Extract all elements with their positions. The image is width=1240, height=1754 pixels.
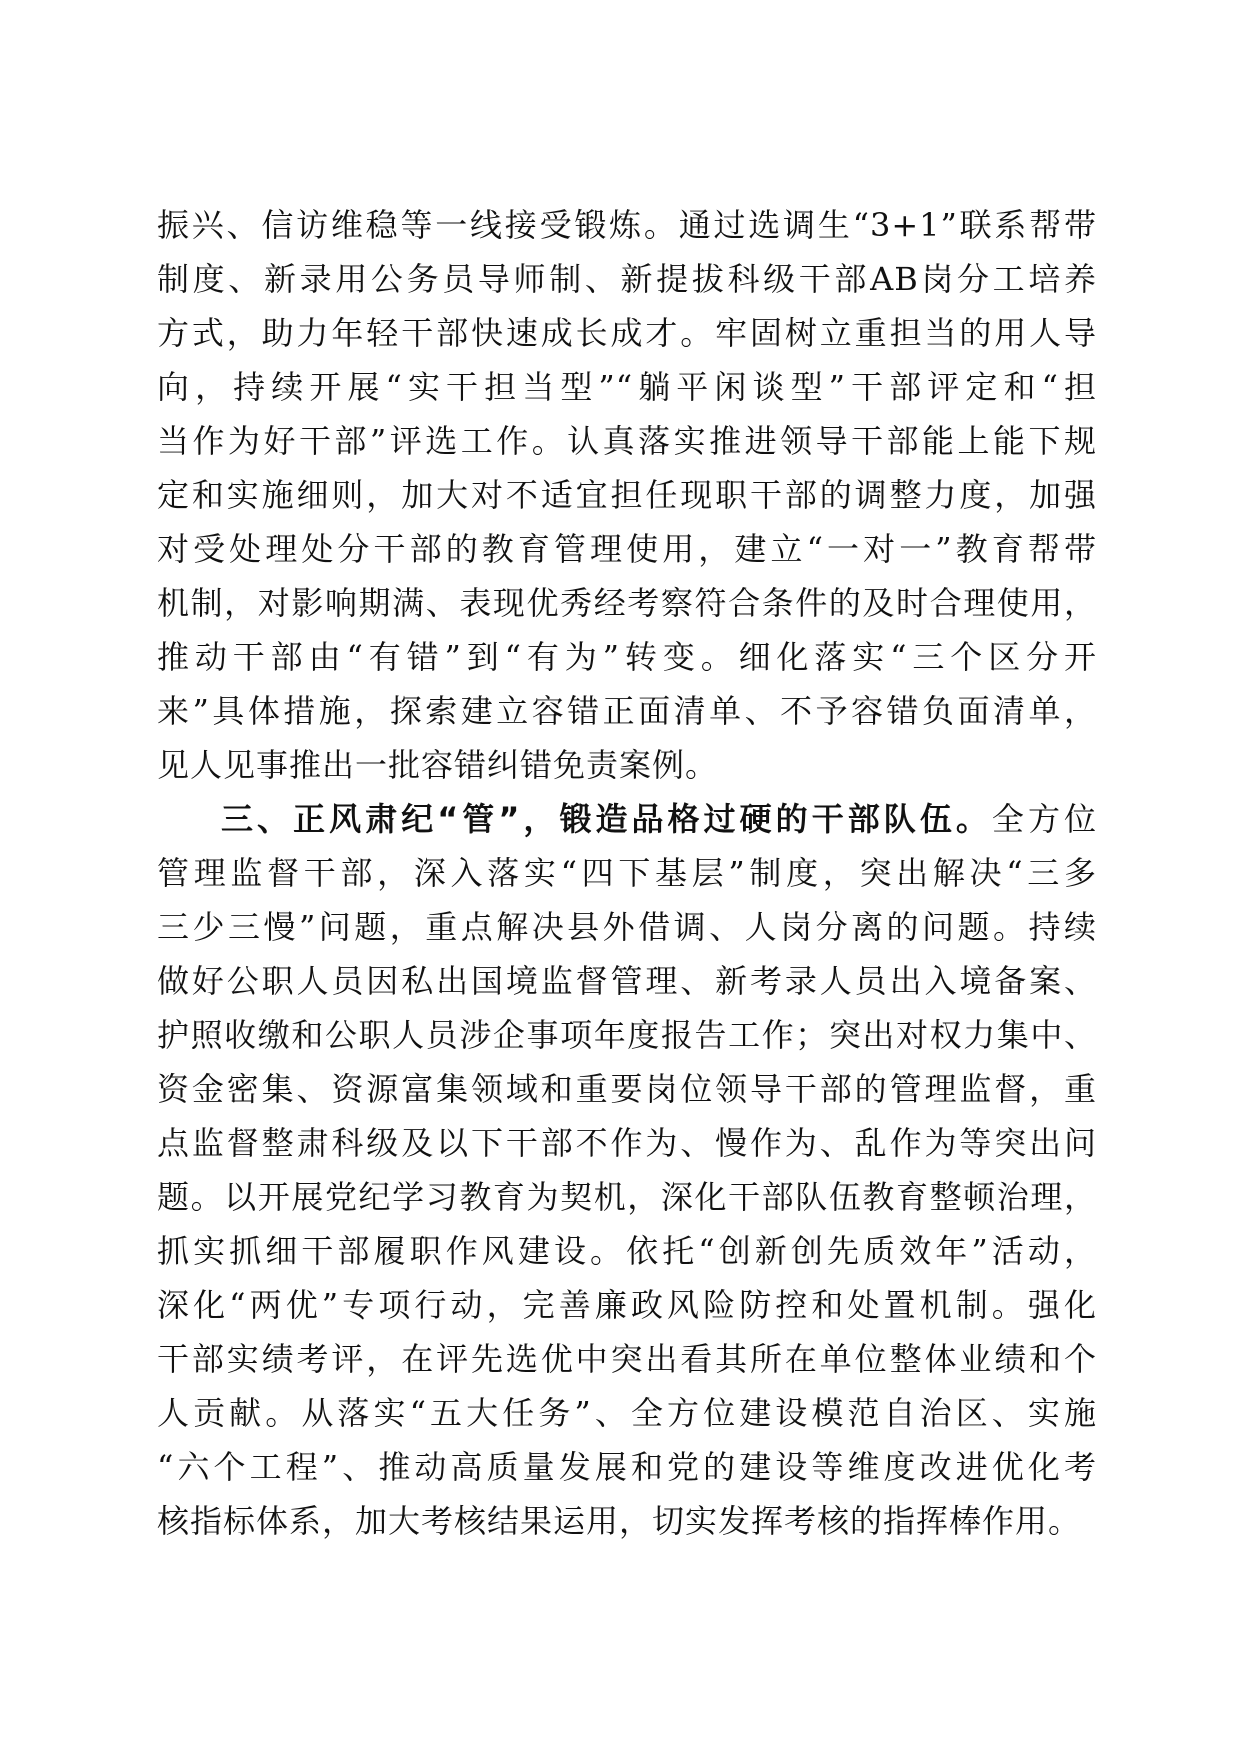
text-line: 核指标体系，加大考核结果运用，切实发挥考核的指挥棒作用。 [157,1502,1082,1540]
text-line: 机制，对影响期满、表现优秀经考察符合条件的及时合理使用， [157,584,1097,622]
text-line: 向，持续开展“实干担当型”“躺平闲谈型”干部评定和“担 [157,368,1097,406]
text-line: 对受处理处分干部的教育管理使用，建立“一对一”教育帮带 [157,530,1097,568]
text-line: “六个工程”、推动高质量发展和党的建设等维度改进优化考 [157,1448,1097,1486]
text-line: 人贡献。从落实“五大任务”、全方位建设模范自治区、实施 [157,1394,1097,1432]
text-line: 题。以开展党纪学习教育为契机，深化干部队伍教育整顿治理， [157,1178,1097,1216]
text-line: 抓实抓细干部履职作风建设。依托“创新创先质效年”活动， [157,1232,1097,1270]
heading-line-rest: 全方位 [991,800,1097,838]
text-line: 方式，助力年轻干部快速成长成才。牢固树立重担当的用人导 [157,314,1097,352]
text-line: 当作为好干部”评选工作。认真落实推进领导干部能上能下规 [157,422,1097,460]
text-line: 护照收缴和公职人员涉企事项年度报告工作；突出对权力集中、 [157,1016,1097,1054]
text-line: 管理监督干部，深入落实“四下基层”制度，突出解决“三多 [157,854,1097,892]
document-body [157,198,1097,1548]
text-line: 定和实施细则，加大对不适宜担任现职干部的调整力度，加强 [157,476,1097,514]
text-line: 制度、新录用公务员导师制、新提拔科级干部AB岗分工培养 [157,260,1097,298]
text-line: 见人见事推出一批容错纠错免责案例。 [157,746,719,784]
text-line: 做好公职人员因私出国境监督管理、新考录人员出入境备案、 [157,962,1097,1000]
text-line: 推动干部由“有错”到“有为”转变。细化落实“三个区分开 [157,638,1097,676]
paragraph-discipline-management [157,792,1097,1548]
text-line: 振兴、信访维稳等一线接受锻炼。通过选调生“3+1”联系帮带 [157,206,1097,244]
paragraph-cadre-training [157,198,1097,792]
text-line: 来”具体措施，探索建立容错正面清单、不予容错负面清单， [157,692,1097,730]
text-line: 资金密集、资源富集领域和重要岗位领导干部的管理监督，重 [157,1070,1097,1108]
section-heading: 三、正风肃纪“管”，锻造品格过硬的干部队伍。 [221,800,992,838]
section-heading-line [157,792,1097,846]
text-line: 深化“两优”专项行动，完善廉政风险防控和处置机制。强化 [157,1286,1097,1324]
text-line: 三少三慢”问题，重点解决县外借调、人岗分离的问题。持续 [157,908,1097,946]
text-line: 干部实绩考评，在评先选优中突出看其所在单位整体业绩和个 [157,1340,1097,1378]
text-line: 点监督整肃科级及以下干部不作为、慢作为、乱作为等突出问 [157,1124,1097,1162]
